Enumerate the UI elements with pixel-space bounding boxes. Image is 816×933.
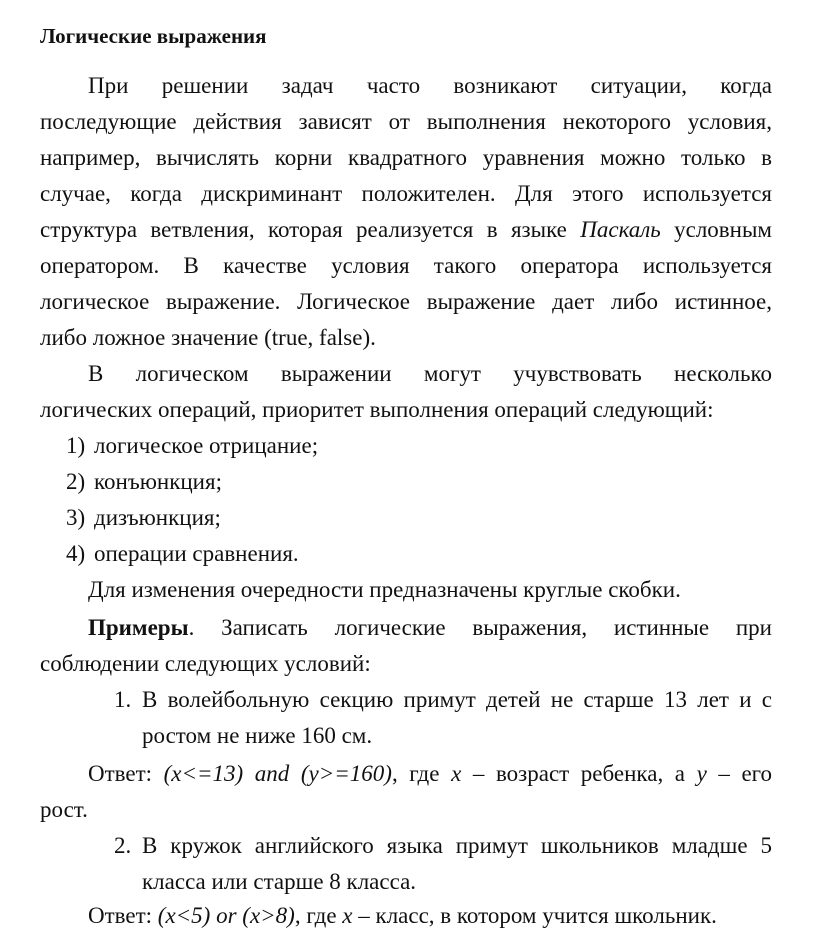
text-line: логическое выражение. Логическое выражение дает либо истинное, xyxy=(40,289,772,314)
answer-label: Ответ: xyxy=(88,761,164,786)
list-number: 2) xyxy=(66,469,86,494)
text-line xyxy=(40,215,772,245)
text-line: соблюдении следующих условий: xyxy=(40,651,371,676)
text-line: либо ложное значение (true, false). xyxy=(40,325,376,350)
text-line: логических операций, приоритет выполнения операций следующий: xyxy=(40,397,714,422)
list-number: 1) xyxy=(66,433,86,458)
examples-heading: Примеры xyxy=(88,615,189,640)
answer-line xyxy=(88,901,816,931)
text-span: , где xyxy=(391,761,452,786)
text-span: – возраст ребенка, а xyxy=(461,761,697,786)
text-span: условным xyxy=(660,217,772,242)
paragraph-brackets: Для изменения очередности предназначены круглые скобки. xyxy=(88,577,681,602)
list-number: 3) xyxy=(66,505,86,530)
list-item xyxy=(66,503,798,533)
text-span: . Записать логические выражения, истинные при xyxy=(188,615,772,640)
example-number: 1. xyxy=(114,687,132,712)
answer-expression: (x<=13) and (y>=160) xyxy=(163,761,392,786)
text-span: – его xyxy=(706,761,773,786)
pascal-term: Паскаль xyxy=(580,217,661,242)
text-line: случае, когда дискриминант положителен. Для этого используется xyxy=(40,181,772,206)
text-line: оператором. В качестве условия такого оператора используется xyxy=(40,253,772,278)
page-title: Логические выражения xyxy=(40,24,267,48)
text-line xyxy=(114,685,772,715)
variable-x: x xyxy=(451,761,462,786)
list-text: конъюнкция; xyxy=(94,469,222,494)
answer-expression: (x<5) or (x>8) xyxy=(157,903,295,928)
list-text: дизъюнкция; xyxy=(94,505,221,530)
variable-x: x xyxy=(342,903,353,928)
text-line: класса или старше 8 класса. xyxy=(142,869,417,894)
list-number: 4) xyxy=(66,541,86,566)
text-line: В логическом выражении могут учувствовать несколько xyxy=(88,361,772,386)
text-line: ростом не ниже 160 см. xyxy=(142,723,373,748)
answer-label: Ответ: xyxy=(88,903,158,928)
text-line: При решении задач часто возникают ситуации, когда xyxy=(88,73,772,98)
text-span: , где xyxy=(294,903,343,928)
list-item xyxy=(66,539,798,569)
text-span: В кружок английского языка примут школьников младше 5 xyxy=(142,833,772,858)
list-item xyxy=(66,467,798,497)
example-number: 2. xyxy=(114,833,132,858)
list-text: операции сравнения. xyxy=(94,541,299,566)
text-line: рост. xyxy=(40,797,88,822)
text-line xyxy=(88,613,772,643)
list-text: логическое отрицание; xyxy=(94,433,319,458)
variable-y: y xyxy=(696,761,707,786)
text-line: последующие действия зависят от выполнения некоторого условия, xyxy=(40,109,772,134)
answer-line xyxy=(88,759,772,789)
text-span: структура ветвления, которая реализуется в языке xyxy=(40,217,581,242)
text-span: В волейбольную секцию примут детей не старше 13 лет и с xyxy=(142,687,772,712)
text-line xyxy=(114,831,772,861)
list-item xyxy=(66,431,798,461)
text-line: например, вычислять корни квадратного уравнения можно только в xyxy=(40,145,772,170)
text-span: – класс, в котором учится школьник. xyxy=(352,903,717,928)
